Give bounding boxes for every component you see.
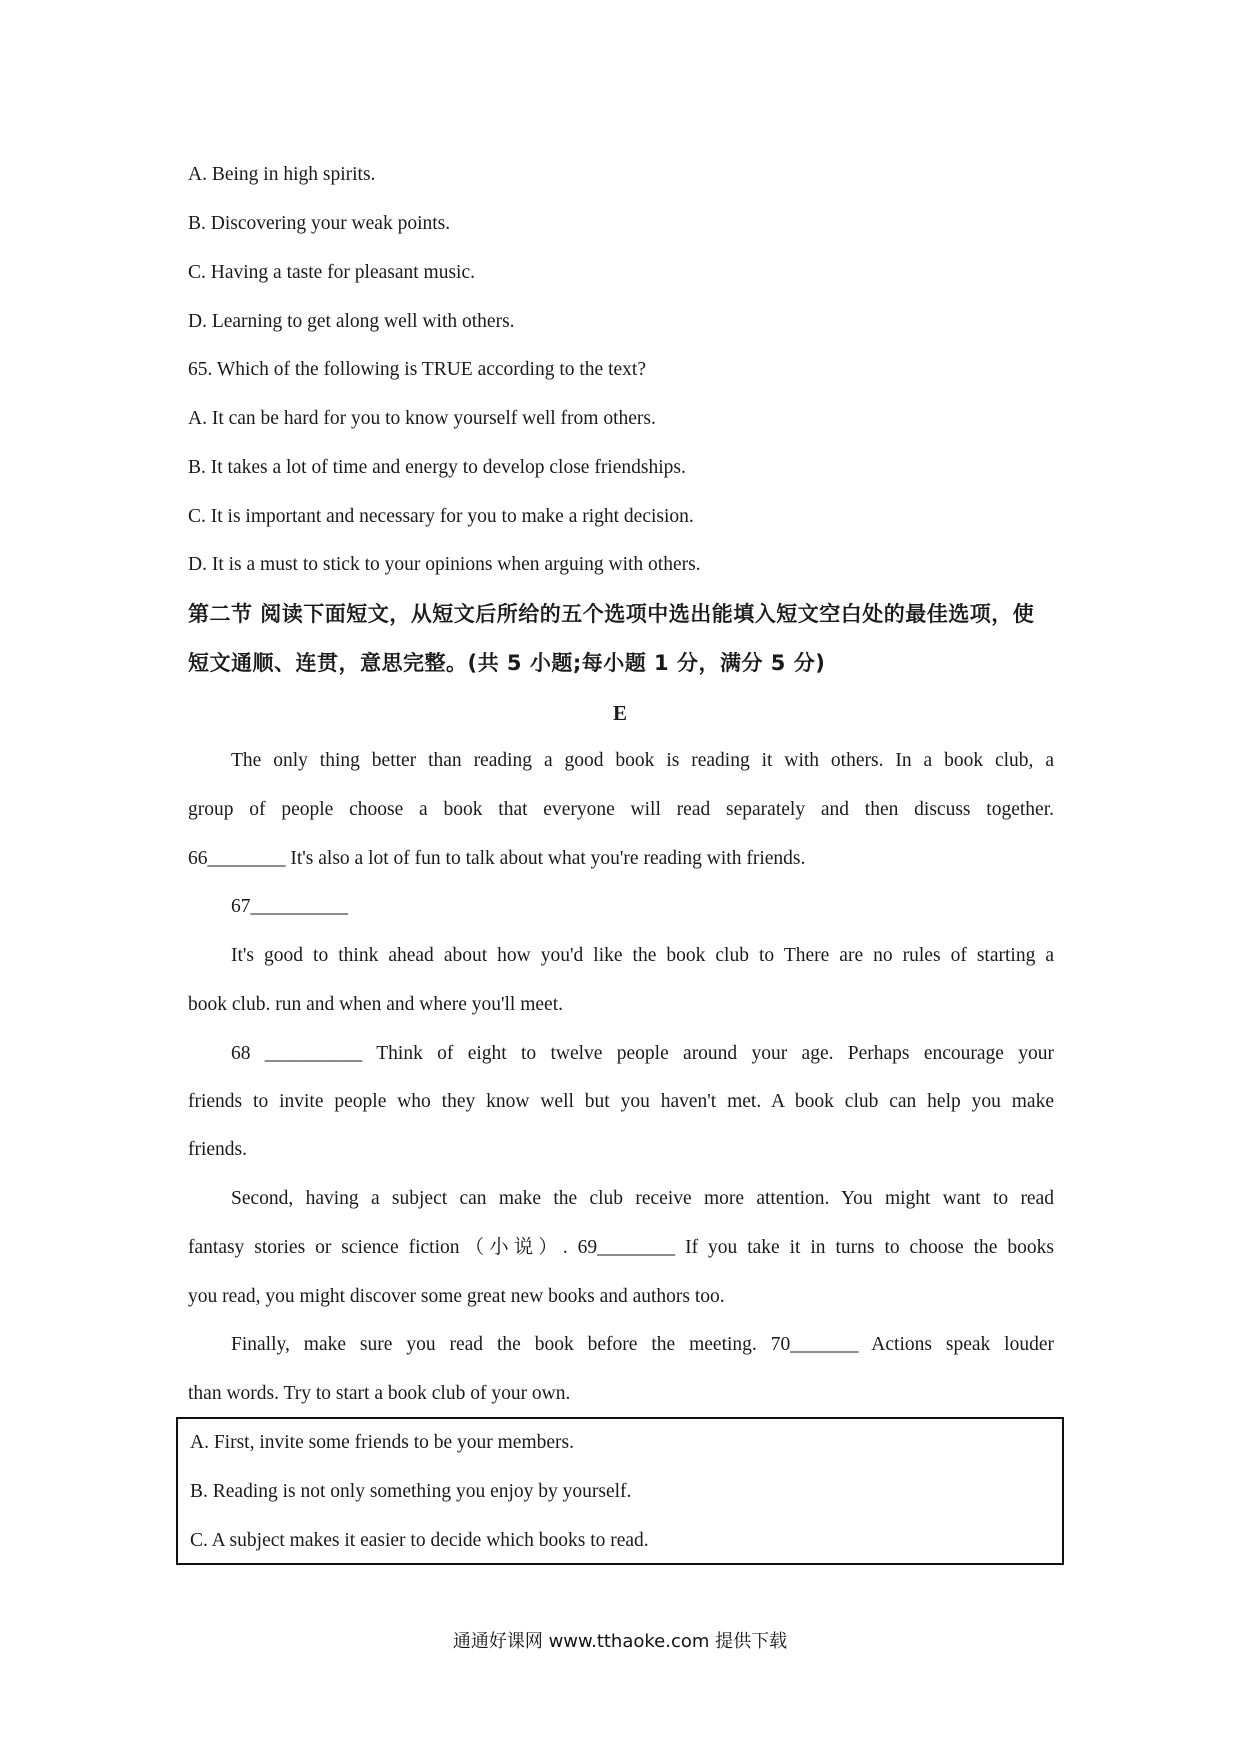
passage-p1-line1: The only thing better than reading a good book is reading it with others. In a book club, a [231,750,1054,771]
q65-option-b: B. It takes a lot of time and energy to develop close friendships. [188,457,686,478]
passage-p3-line1: It's good to think ahead about how you'd like the book club to There are no rules of starting a [231,945,1054,966]
passage-p4-line2: friends to invite people who they know well but you haven't met. A book club can help you make [188,1091,1054,1112]
passage-p2-blank67: 67__________ [231,896,348,917]
q65-option-c: C. It is important and necessary for you to make a right decision. [188,506,694,527]
section2-heading-line1: 第二节 阅读下面短文，从短文后所给的五个选项中选出能填入短文空白处的最佳选项，使 [188,602,1035,626]
q64-option-c: C. Having a taste for pleasant music. [188,262,476,283]
passage-p6-line2: than words. Try to start a book club of your own. [188,1383,571,1404]
q64-option-a: A. Being in high spirits. [188,164,376,185]
q65-question: 65. Which of the following is TRUE according to the text? [188,359,646,380]
q64-option-b: B. Discovering your weak points. [188,213,451,234]
q65-option-a: A. It can be hard for you to know yourself well from others. [188,408,656,429]
answer-options-box [176,1417,1064,1565]
passage-p6-line1: Finally, make sure you read the book before the meeting. 70_______ Actions speak louder [231,1334,1054,1355]
passage-p5-line3: you read, you might discover some great new books and authors too. [188,1286,725,1307]
passage-p1-line3: 66________ It's also a lot of fun to talk about what you're reading with friends. [188,848,806,869]
answer-option-b: B. Reading is not only something you enjoy by yourself. [190,1481,632,1502]
passage-p4-line1: 68 __________ Think of eight to twelve people around your age. Perhaps encourage your [231,1043,1054,1064]
passage-p1-line2: group of people choose a book that everyone will read separately and then discuss together. [188,799,1054,820]
answer-option-a: A. First, invite some friends to be your members. [190,1432,574,1453]
passage-p4-line3: friends. [188,1139,248,1160]
passage-letter: E [612,701,627,725]
answer-option-c: C. A subject makes it easier to decide which books to read. [190,1530,649,1551]
page-footer: 通通好课网 www.tthaoke.com 提供下载 [452,1631,788,1652]
passage-p3-line2: book club. run and when and where you'll meet. [188,994,563,1015]
q64-option-d: D. Learning to get along well with others. [188,311,515,332]
section2-heading-line2: 短文通顺、连贯，意思完整。(共 5 小题;每小题 1 分，满分 5 分) [188,651,826,675]
passage-p5-line2: fantasy stories or science fiction（小说）. 69________ If you take it in turns to choose the books [188,1237,1054,1258]
q65-option-d: D. It is a must to stick to your opinions when arguing with others. [188,554,701,575]
passage-p5-line1: Second, having a subject can make the club receive more attention. You might want to read [231,1188,1054,1209]
